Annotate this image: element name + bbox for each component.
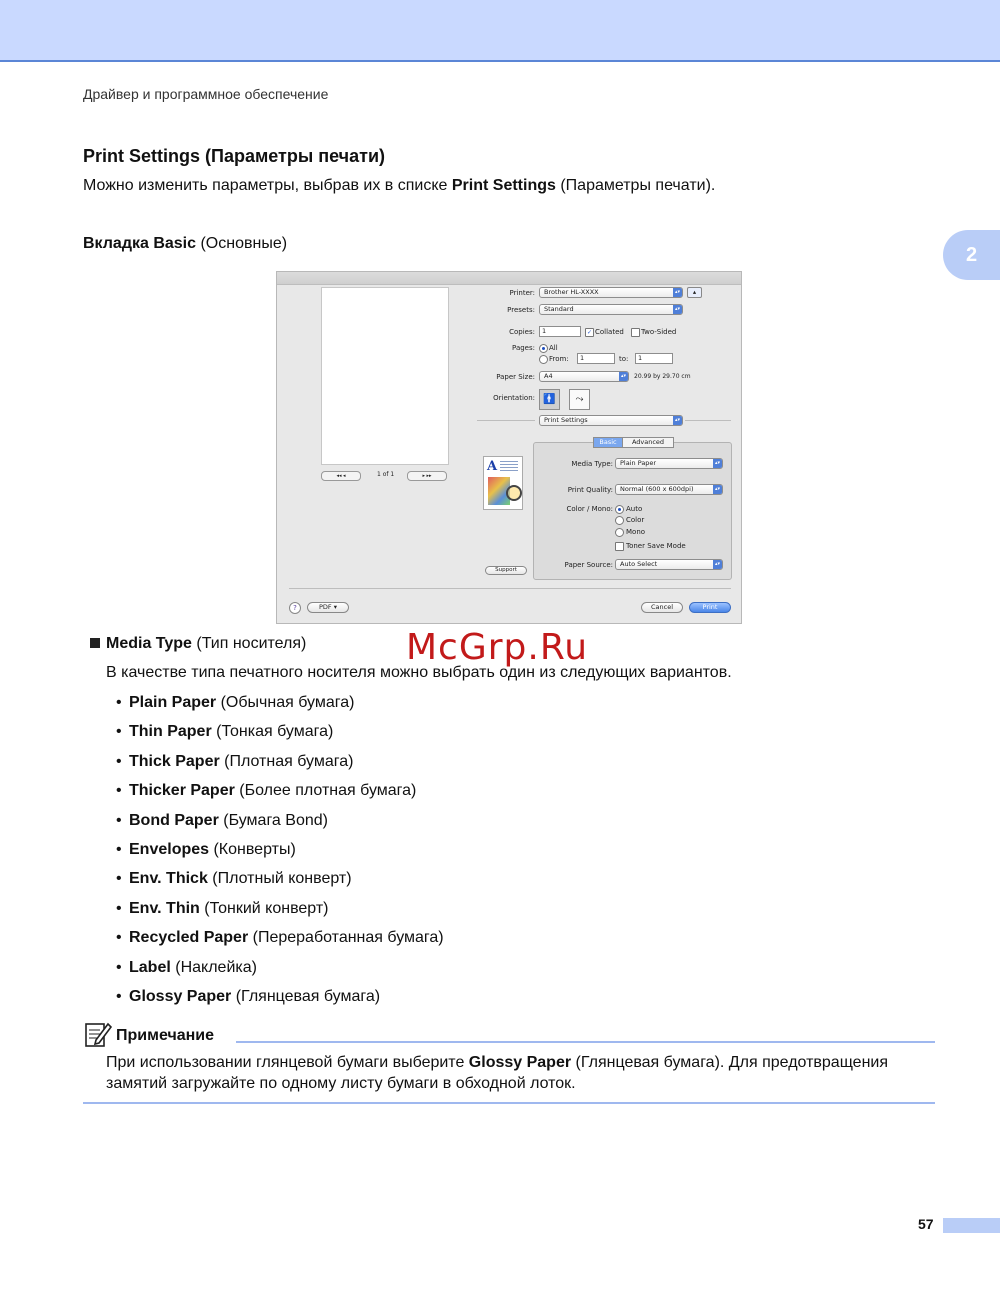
updown-icon: ▴▾ — [714, 460, 721, 466]
from-field[interactable]: 1 — [577, 353, 615, 364]
color-mono-radio[interactable] — [615, 528, 624, 537]
watermark: McGrp.Ru — [406, 627, 589, 668]
printer-label: Printer: — [509, 289, 535, 297]
presets-select[interactable]: Standard ▴▾ — [539, 304, 683, 315]
two-sided-label: Two-Sided — [641, 328, 677, 336]
two-sided-checkbox[interactable] — [631, 328, 640, 337]
page-number: 57 — [918, 1216, 934, 1232]
list-item: • Thin Paper (Тонкая бумага) — [116, 723, 334, 741]
square-bullet-icon — [90, 638, 100, 648]
list-item: • Envelopes (Конверты) — [116, 840, 296, 858]
letter-a-icon: A — [487, 459, 498, 474]
list-item: • Bond Paper (Бумага Bond) — [116, 811, 328, 829]
pages-from-label: From: — [549, 355, 569, 363]
updown-icon: ▴▾ — [674, 417, 681, 423]
print-quality-label: Print Quality: — [567, 486, 613, 494]
copies-field[interactable]: 1 — [539, 326, 581, 337]
printer-select[interactable]: Brother HL-XXXX ▴▾ — [539, 287, 683, 298]
pages-label: Pages: — [512, 344, 535, 352]
paper-source-select[interactable]: Auto Select ▴▾ — [615, 559, 723, 570]
list-item: • Env. Thick (Плотный конверт) — [116, 870, 352, 888]
list-item: • Plain Paper (Обычная бумага) — [116, 694, 355, 711]
portrait-icon[interactable]: 🚹 — [539, 389, 560, 410]
print-dialog — [276, 271, 742, 624]
note-bottom-rule — [83, 1102, 935, 1104]
color-mono-label: Color / Mono: — [566, 505, 613, 513]
preview-page — [321, 287, 449, 465]
toner-save-label: Toner Save Mode — [626, 542, 686, 550]
note-title: Примечание — [116, 1027, 215, 1044]
paper-dimensions: 20.99 by 29.70 cm — [634, 373, 691, 380]
pager-prev-button[interactable]: ◂◂ ◂ — [321, 471, 361, 481]
note-text: При использовании глянцевой бумаги выберите Glossy Paper (Глянцевая бумага). Для предотвращения замятий загружайте по одному листу бумаги в обходной лоток. — [106, 1054, 889, 1092]
updown-icon: ▴▾ — [620, 373, 627, 379]
basic-tab-heading: Вкладка Basic (Основные) — [83, 235, 288, 252]
color-auto-radio[interactable] — [615, 505, 624, 514]
media-type-heading: Media Type (Тип носителя) — [90, 635, 306, 653]
preview-pager — [321, 471, 449, 481]
presets-label: Presets: — [507, 306, 535, 314]
orientation-label: Orientation: — [493, 394, 535, 402]
note-pencil-icon — [84, 1020, 112, 1048]
media-type-options — [116, 693, 444, 1016]
note-rule — [236, 1041, 935, 1043]
page-tab — [943, 1218, 1000, 1233]
paper-source-label: Paper Source: — [564, 561, 613, 569]
header-band — [0, 0, 1000, 62]
paper-size-label: Paper Size: — [496, 373, 535, 381]
print-quality-select[interactable]: Normal (600 x 600dpi) ▴▾ — [615, 484, 723, 495]
color-color-radio[interactable] — [615, 516, 624, 525]
media-preview-icon — [483, 456, 523, 510]
updown-icon: ▴▾ — [714, 561, 721, 567]
print-button[interactable]: Print — [689, 602, 731, 613]
divider — [289, 588, 731, 589]
list-item: • Thick Paper (Плотная бумага) — [116, 752, 354, 770]
pager-next-button[interactable]: ▸ ▸▸ — [407, 471, 447, 481]
tab-basic[interactable]: Basic — [593, 437, 623, 448]
list-item: • Glossy Paper (Глянцевая бумага) — [116, 987, 381, 1005]
help-button[interactable]: ? — [289, 602, 301, 614]
to-field[interactable]: 1 — [635, 353, 673, 364]
tab-advanced[interactable]: Advanced — [622, 437, 674, 448]
collated-label: Collated — [595, 328, 624, 336]
list-item: • Recycled Paper (Переработанная бумага) — [116, 929, 444, 947]
divider — [477, 420, 535, 421]
updown-icon: ▴▾ — [674, 306, 681, 312]
copies-label: Copies: — [509, 328, 535, 336]
chapter-tab: 2 — [943, 230, 1000, 280]
list-item: • Thicker Paper (Более плотная бумага) — [116, 782, 417, 800]
updown-icon: ▴▾ — [674, 289, 681, 295]
running-head: Драйвер и программное обеспечение — [83, 86, 329, 102]
disclosure-button[interactable]: ▴ — [687, 287, 702, 298]
dialog-titlebar — [277, 272, 741, 285]
pages-all-label: All — [549, 344, 558, 352]
magnifier-icon — [506, 485, 522, 501]
section-title: Print Settings (Параметры печати) — [83, 146, 386, 166]
toner-save-checkbox[interactable] — [615, 542, 624, 551]
list-item: • Env. Thin (Тонкий конверт) — [116, 899, 329, 917]
list-item: • Label (Наклейка) — [116, 958, 257, 976]
collated-checkbox[interactable]: ✓ — [586, 329, 593, 336]
color-mono-option-label: Mono — [626, 528, 646, 536]
pages-all-radio[interactable] — [539, 344, 548, 353]
pages-from-radio[interactable] — [539, 355, 548, 364]
color-color-label: Color — [626, 516, 645, 524]
pdf-button[interactable]: PDF ▾ — [307, 602, 349, 613]
support-button[interactable]: Support — [485, 566, 527, 575]
landscape-icon[interactable]: ⤳ — [569, 389, 590, 410]
media-type-select[interactable]: Plain Paper ▴▾ — [615, 458, 723, 469]
divider — [685, 420, 731, 421]
paper-size-select[interactable]: A4 ▴▾ — [539, 371, 629, 382]
media-type-description: В качестве типа печатного носителя можно выбрать один из следующих вариантов. — [106, 664, 732, 681]
pages-to-label: to: — [619, 355, 629, 363]
cancel-button[interactable]: Cancel — [641, 602, 683, 613]
panel-select[interactable]: Print Settings ▴▾ — [539, 415, 683, 426]
updown-icon: ▴▾ — [714, 486, 721, 492]
pager-count: 1 of 1 — [377, 471, 395, 478]
media-type-label: Media Type: — [571, 460, 613, 468]
color-auto-label: Auto — [626, 505, 643, 513]
intro-paragraph: Можно изменить параметры, выбрав их в списке Print Settings (Параметры печати). — [83, 177, 716, 194]
